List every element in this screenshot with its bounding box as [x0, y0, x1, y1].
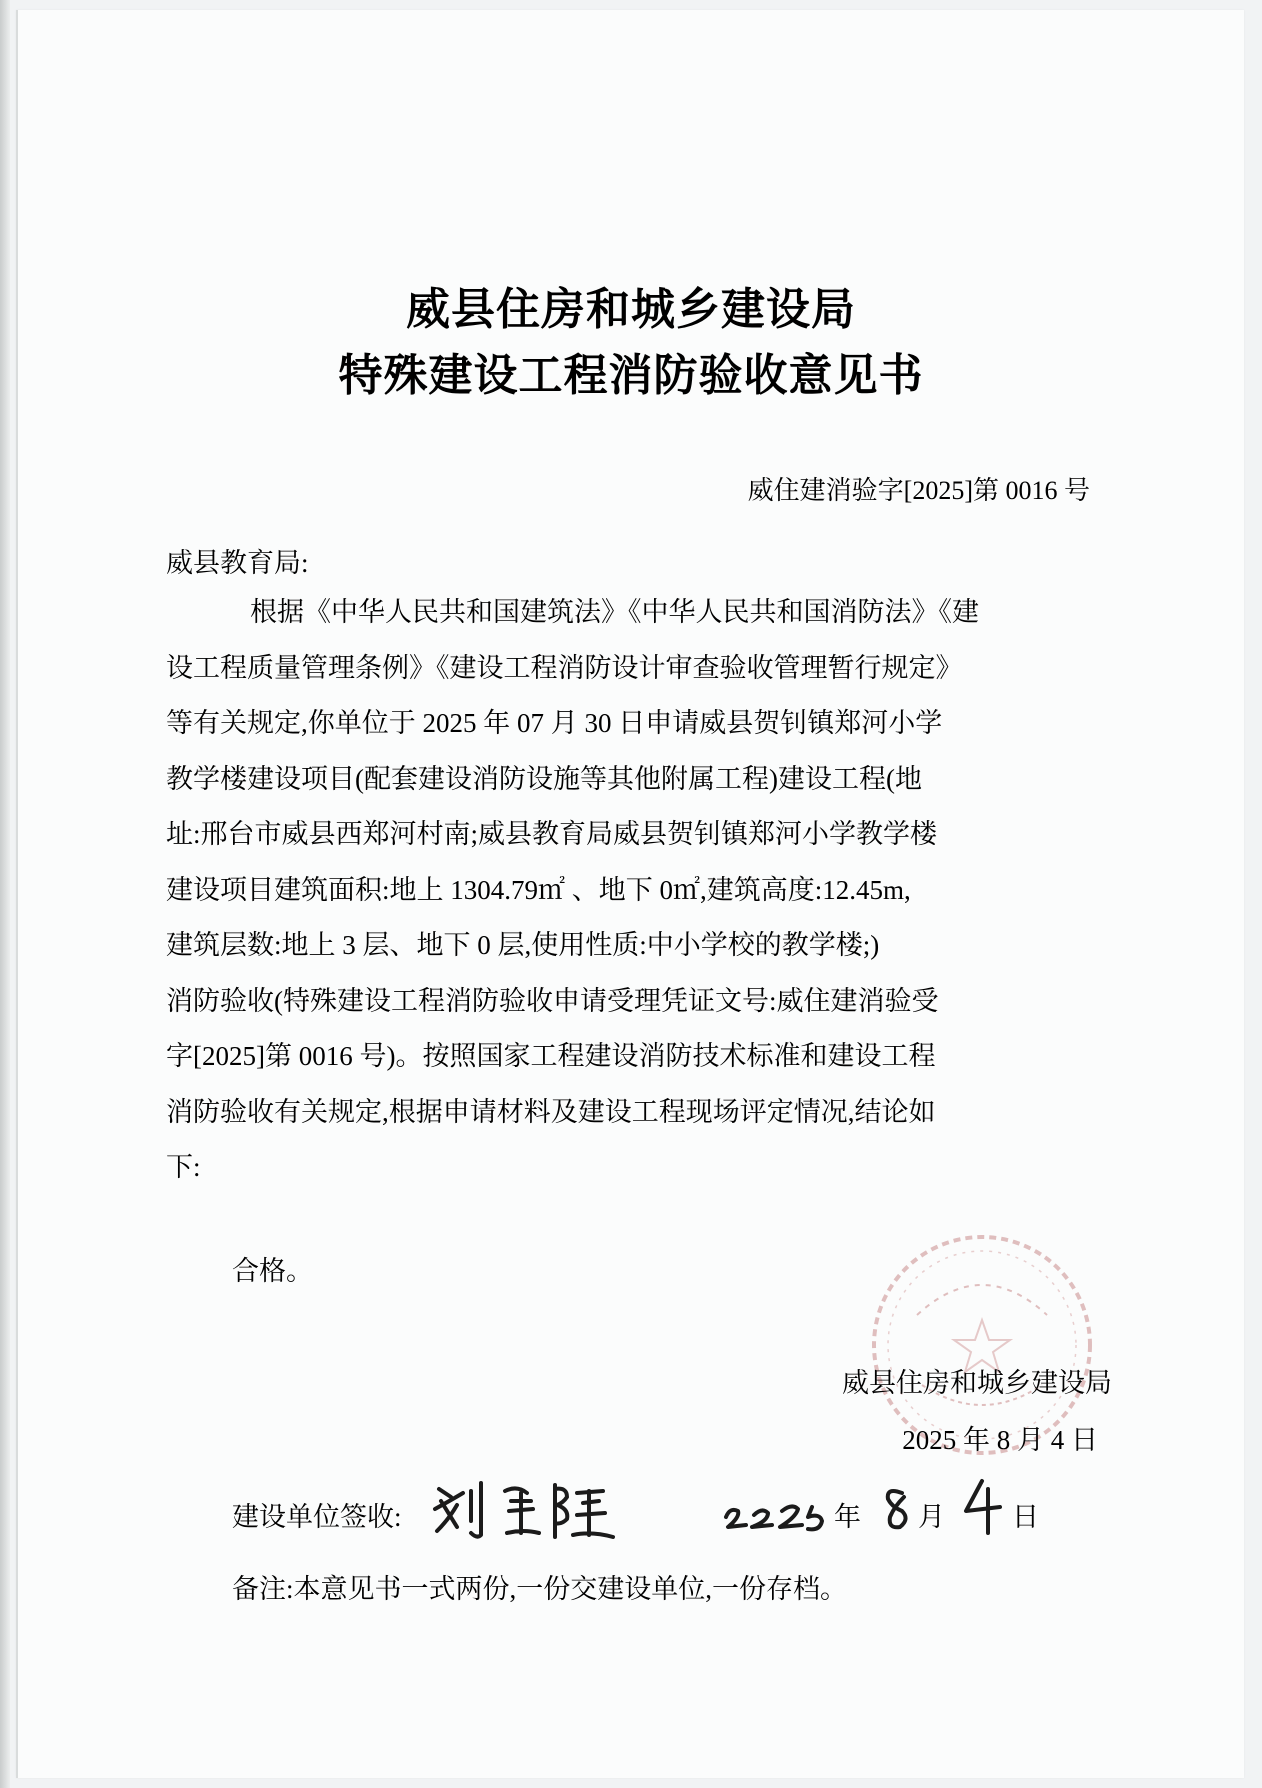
- body-line: 字[2025]第 0016 号)。按照国家工程建设消防技术标准和建设工程: [166, 1041, 936, 1071]
- handwritten-month: [872, 1477, 922, 1537]
- body-line: 根据《中华人民共和国建筑法》《中华人民共和国消防法》《建: [250, 597, 979, 627]
- handwritten-year: [722, 1481, 832, 1541]
- issue-date: 2025 年 8 月 4 日: [902, 1425, 1098, 1455]
- body-line: 建设项目建筑面积:地上 1304.79㎡ 、地下 0㎡,建筑高度:12.45m,: [166, 874, 911, 905]
- issuing-authority: 威县住房和城乡建设局: [842, 1368, 1112, 1398]
- body-line: 消防验收(特殊建设工程消防验收申请受理凭证文号:威住建消验受: [166, 985, 939, 1016]
- document-title-line1: 威县住房和城乡建设局: [406, 285, 856, 334]
- remark-note: 备注:本意见书一式两份,一份交建设单位,一份存档。: [232, 1574, 848, 1604]
- receipt-label: 建设单位签收:: [232, 1502, 402, 1532]
- handwritten-day: [958, 1475, 1008, 1535]
- body-line: 消防验收有关规定,根据申请材料及建设工程现场评定情况,结论如: [166, 1096, 936, 1127]
- document-title-line2: 特殊建设工程消防验收意见书: [338, 351, 924, 400]
- handwritten-signature: [427, 1475, 627, 1545]
- receipt-month-unit: 月: [918, 1502, 945, 1532]
- body-line: 设工程质量管理条例》《建设工程消防设计审查验收管理暂行规定》: [166, 652, 963, 683]
- body-line: 教学楼建设项目(配套建设消防设施等其他附属工程)建设工程(地: [166, 763, 922, 794]
- body-line: 下:: [166, 1152, 201, 1182]
- receipt-date: [722, 1475, 1052, 1545]
- receipt-year-unit: 年: [834, 1502, 861, 1532]
- body-line: 建筑层数:地上 3 层、地下 0 层,使用性质:中小学校的教学楼;): [166, 930, 880, 960]
- addressee: 威县教育局:: [166, 548, 309, 578]
- verdict: 合格。: [232, 1256, 313, 1286]
- body-line: 址:邢台市威县西郑河村南;威县教育局威县贺钊镇郑河小学教学楼: [166, 819, 938, 849]
- document-body: [166, 585, 1086, 1196]
- body-line: 等有关规定,你单位于 2025 年 07 月 30 日申请威县贺钊镇郑河小学: [166, 708, 943, 738]
- receipt-signature-row: [232, 1487, 1052, 1547]
- receipt-day-unit: 日: [1012, 1502, 1039, 1532]
- document-number: 威住建消验字[2025]第 0016 号: [747, 476, 1090, 505]
- page-edge-shadow: [0, 0, 10, 1788]
